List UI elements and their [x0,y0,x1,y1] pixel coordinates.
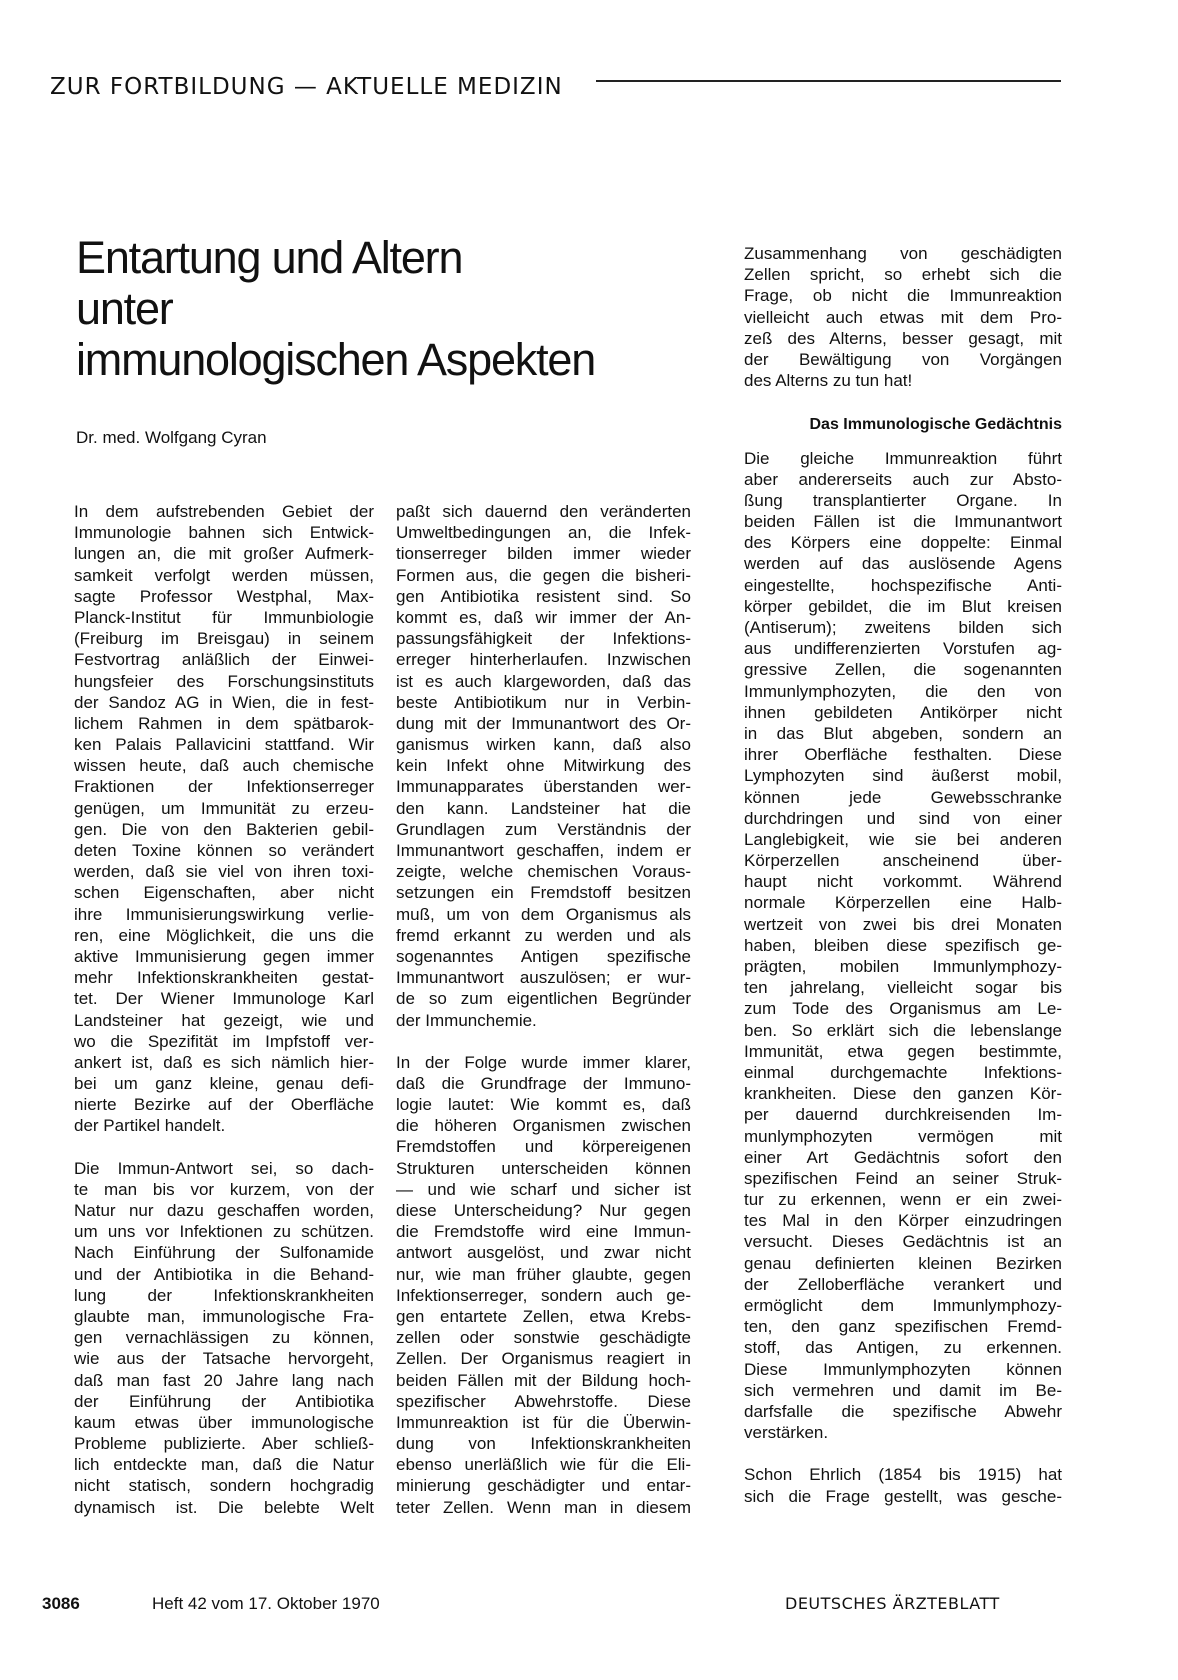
text-line: samkeit verfolgt werden müssen, [74,565,374,585]
text-line: stoff, das Antigen, zu erkennen. [744,1338,1062,1358]
text-line: tur zu erkennen, wenn er ein zwei- [744,1190,1062,1210]
text-line: gen entartete Zellen, etwa Krebs- [396,1306,691,1326]
text-line: Immunapparates überstanden wer- [396,777,691,797]
text-line: ganismus wirken kann, daß also [396,735,691,755]
text-line: gen. Die von den Bakterien gebil- [74,819,374,839]
text-line: sich die Frage gestellt, was gesche- [744,1486,1062,1506]
text-line: der Immunchemie. [396,1010,537,1030]
paragraph [744,243,1062,391]
text-line: Fraktionen der Infektionserreger [74,777,374,797]
text-line: des Körpers eine doppelte: Einmal [744,533,1062,553]
text-line: beste Antibiotikum nur in Verbin- [396,692,691,712]
title-line: immunologischen Aspekten [76,334,596,385]
text-line: Diese Immunlymphozyten können [744,1359,1062,1379]
text-line: teter Zellen. Wenn man in diesem [396,1497,691,1517]
text-line: beiden Fällen ist die Immunantwort [744,512,1062,532]
text-line: ebenso unerläßlich wie für die Eli- [396,1455,691,1475]
text-line: Infektionserreger, sondern auch ge- [396,1285,691,1305]
text-line: ten jahrelang, vielleicht sogar bis [744,978,1062,998]
text-line: per dauernd durchkreisenden Im- [744,1105,1062,1125]
paragraph [744,448,1062,1444]
text-line: der Zelloberfläche verankert und [744,1274,1062,1294]
section-subheading: Das Immunologische Gedächtnis [809,416,1062,434]
text-line: ßung transplantierter Organe. In [744,490,1062,510]
text-line: Immunantwort auszulösen; er wur- [396,968,691,988]
text-line: setzungen ein Fremdstoff besitzen [396,883,691,903]
text-line: aus undifferenzierten Vorstufen ag- [744,639,1062,659]
text-line: wertzeit von zwei bis drei Monaten [744,914,1062,934]
text-line: tionserreger bilden immer wieder [396,544,691,564]
text-line: Zusammenhang von geschädigten [744,244,1062,263]
text-line: Landsteiner hat gezeigt, wie und [74,1010,374,1030]
text-line: kaum etwas über immunologische [74,1412,374,1432]
text-line: ren, eine Möglichkeit, die uns die [74,925,374,945]
text-line: (Antiserum); zweitens bilden sich [744,618,1062,638]
text-line: genau definierten kleinen Bezirken [744,1253,1062,1273]
text-line: haben, bleiben diese spezifisch ge- [744,935,1062,955]
text-line: Immunreaktion ist für die Überwin- [396,1412,691,1432]
text-line: ihrer Oberfläche festhalten. Diese [744,745,1062,765]
text-line: Grundlagen zum Verständnis der [396,819,691,839]
text-line: eingestellte, hochspezifische Anti- [744,575,1062,595]
text-line: zeigte, welche chemischen Voraus- [396,862,691,882]
text-line: Immunantwort geschaffen, indem er [396,841,691,860]
text-line: Natur nur dazu geschaffen worden, [74,1201,374,1220]
text-line: körper gebildet, die im Blut kreisen [744,596,1062,616]
text-line: gen Antibiotika resistent sind. So [396,586,691,606]
text-line: prägten, mobilen Immunlymphozy- [744,957,1062,977]
text-line: Lymphozyten sind äußerst mobil, [744,766,1062,786]
header-rule [596,80,1061,82]
text-line: diese Unterscheidung? Nur gegen [396,1201,691,1220]
text-line: einmal durchgemachte Infektions- [744,1062,1062,1082]
paragraph [74,501,374,1137]
text-line: schen Eigenschaften, aber nicht [74,883,374,903]
text-line: des Alterns zu tun hat! [744,371,913,391]
text-line: antwort ausgelöst, und zwar nicht [396,1243,691,1263]
text-line: (Freiburg im Breisgau) in seinem [74,629,374,649]
text-line: Fremdstoffen und körpereigenen [396,1137,691,1157]
text-line: Immunlymphozyten, die den von [744,681,1062,701]
text-line: haupt nicht vorkommt. Während [744,872,1062,892]
text-line: normale Körperzellen eine Halb- [744,893,1062,913]
text-line: tes Mal in den Körper einzudringen [744,1211,1062,1231]
text-line: wo die Spezifität im Impfstoff ver- [74,1031,374,1051]
text-line: der Einführung der Antibiotika [74,1391,374,1411]
paragraph-gap [74,1137,374,1158]
title-line: unter [76,283,173,334]
text-line: und der Antibiotika in die Behand- [74,1264,374,1284]
text-line: wie aus der Tatsache hervorgeht, [74,1349,374,1369]
text-line: In der Folge wurde immer klarer, [396,1052,691,1072]
text-line: lung der Infektionskrankheiten [74,1285,374,1305]
text-line: Strukturen unterscheiden können [396,1158,691,1178]
paragraph [396,501,691,1031]
paragraph-gap [396,1031,691,1052]
text-line: der Sandoz AG in Wien, die in fest- [74,692,374,712]
text-line: passungsfähigkeit der Infektions- [396,629,691,649]
text-line: bei um ganz kleine, genau defi- [74,1074,374,1094]
text-line: vielleicht auch etwas mit dem Pro- [744,307,1062,327]
text-line: kommt es, daß wir immer der An- [396,607,691,627]
text-line: paßt sich dauernd den veränderten [396,502,691,521]
text-line: werden, daß sie viel von ihren toxi- [74,862,374,882]
text-line: Schon Ehrlich (1854 bis 1915) hat [744,1465,1062,1485]
text-line: können jede Gewebsschranke [744,787,1062,807]
article-title [76,232,676,385]
text-line: — und wie scharf und sicher ist [396,1179,691,1199]
text-line: lich entdeckte man, daß die Natur [74,1455,374,1475]
text-line: spezifischen Feind an seiner Struk- [744,1168,1062,1188]
text-line: Zellen spricht, so erhebt sich die [744,265,1062,285]
text-line: logie lautet: Wie kommt es, daß [396,1095,691,1115]
text-column-3 [744,243,1062,1507]
text-line: munlymphozyten vermögen mit [744,1126,1062,1146]
text-line: ihnen gebildeten Antikörper nicht [744,702,1062,722]
text-line: zellen oder sonstwie geschädigte [396,1328,691,1348]
text-line: Immunologie bahnen sich Entwick- [74,523,374,543]
text-line: kein Infekt ohne Mitwirkung des [396,756,691,776]
journal-name: DEUTSCHES ÄRZTEBLATT [785,1594,1000,1613]
text-line: sogenanntes Antigen spezifische [396,946,691,966]
page-number: 3086 [42,1594,80,1613]
text-line: erreger hinterherlaufen. Inzwischen [396,650,691,670]
text-line: genügen, um Immunität zu erzeu- [74,798,374,818]
text-line: hungsfeier des Forschungsinstituts [74,671,374,691]
title-line: Entartung und Altern [76,232,463,283]
text-line: daß man fast 20 Jahre lang nach [74,1370,374,1390]
text-line: Langlebigkeit, wie sie bei anderen [744,829,1062,849]
section-header: ZUR FORTBILDUNG — AKTUELLE MEDIZIN [50,74,563,100]
text-line: Umweltbedingungen an, die Infek- [396,523,691,543]
text-line: zeß des Alterns, besser gesagt, mit [744,328,1062,348]
text-line: daß die Grundfrage der Immuno- [396,1073,691,1093]
text-column-1 [74,501,374,1518]
text-line: einer Art Gedächtnis sofort den [744,1147,1062,1167]
text-line: verstärken. [744,1423,829,1443]
text-line: te man bis vor kurzem, von der [74,1179,374,1199]
text-line: darfsfalle die spezifische Abwehr [744,1401,1062,1421]
text-line: werden auf das auslösende Agens [744,554,1062,574]
text-line: lichem Rahmen in dem spätbarok- [74,713,374,733]
text-line: sagte Professor Westphal, Max- [74,586,374,606]
text-line: dung von Infektionskrankheiten [396,1434,691,1454]
text-line: aktive Immunisierung gegen immer [74,946,374,966]
text-line: nierte Bezirke auf der Oberfläche [74,1095,374,1115]
text-line: gen vernachlässigen zu können, [74,1328,374,1348]
text-line: durchdringen und sind von einer [744,808,1062,828]
text-column-2 [396,501,691,1518]
text-line: Immunität, etwa gegen bestimmte, [744,1041,1062,1061]
text-line: sich vermehren und damit im Be- [744,1380,1062,1400]
text-line: beiden Fällen mit der Bildung hoch- [396,1370,691,1390]
text-line: lungen an, die mit großer Aufmerk- [74,544,374,564]
text-line: Planck-Institut für Immunbiologie [74,607,374,627]
text-line: minierung geschädigter und entar- [396,1476,691,1496]
text-line: mehr Infektionskrankheiten gestat- [74,968,374,988]
text-line: Zellen. Der Organismus reagiert in [396,1349,691,1369]
text-line: um uns vor Infektionen zu schützen. [74,1222,374,1242]
text-line: ermöglicht dem Immunlymphozy- [744,1296,1062,1316]
text-line: Frage, ob nicht die Immunreaktion [744,286,1062,306]
text-line: Die gleiche Immunreaktion führt [744,448,1062,468]
text-line: Festvortrag anläßlich der Einwei- [74,650,374,670]
text-line: gressive Zellen, die sogenannten [744,660,1062,680]
paragraph [396,1052,691,1518]
text-line: zum Tode des Organismus am Le- [744,999,1062,1019]
text-line: Nach Einführung der Sulfonamide [74,1243,374,1263]
text-line: dung mit der Immunantwort des Or- [396,713,691,733]
text-line: In dem aufstrebenden Gebiet der [74,502,374,521]
text-line: de so zum eigentlichen Begründer [396,989,691,1009]
text-line: versucht. Dieses Gedächtnis ist an [744,1232,1062,1252]
text-line: fremd erkannt zu werden und als [396,925,691,945]
text-line: die Fremdstoffe wird eine Immun- [396,1222,691,1242]
paragraph-gap [744,1443,1062,1464]
text-line: aber andererseits auch zur Absto- [744,469,1062,489]
text-line: ihre Immunisierungswirkung verlie- [74,904,374,924]
text-line: die höheren Organismen zwischen [396,1116,691,1136]
text-line: ben. So erklärt sich die lebenslange [744,1020,1062,1040]
text-line: spezifischer Abwehrstoffe. Diese [396,1391,691,1411]
text-line: ken Palais Pallavicini stattfand. Wir [74,735,374,755]
text-line: Formen aus, die gegen die bisheri- [396,565,691,585]
text-line: der Partikel handelt. [74,1116,226,1136]
text-line: tet. Der Wiener Immunologe Karl [74,989,374,1009]
text-line: Probleme publizierte. Aber schließ- [74,1434,374,1454]
text-line: ist es auch klargeworden, daß das [396,671,691,691]
issue-info: Heft 42 vom 17. Oktober 1970 [152,1594,380,1613]
text-line: ankert ist, daß es sich nämlich hier- [74,1052,374,1072]
text-line: muß, um von dem Organismus als [396,904,691,924]
text-line: Die Immun-Antwort sei, so dach- [74,1158,374,1178]
text-line: nicht statisch, sondern hochgradig [74,1476,374,1496]
paragraph [74,1158,374,1518]
text-line: ten, den ganz spezifischen Fremd- [744,1317,1062,1337]
text-line: glaubte man, immunologische Fra- [74,1306,374,1326]
text-line: Körperzellen anscheinend über- [744,851,1062,871]
paragraph [744,1464,1062,1506]
text-line: den kann. Landsteiner hat die [396,798,691,818]
author-byline: Dr. med. Wolfgang Cyran [76,428,267,447]
text-line: wissen heute, daß auch chemische [74,756,374,776]
text-line: der Bewältigung von Vorgängen [744,349,1062,369]
text-line: krankheiten. Diese den ganzen Kör- [744,1084,1062,1104]
text-line: nur, wie man früher glaubte, gegen [396,1264,691,1284]
text-line: deten Toxine können so verändert [74,841,374,860]
text-line: in das Blut abgeben, sondern an [744,723,1062,743]
text-line: dynamisch ist. Die belebte Welt [74,1497,374,1517]
